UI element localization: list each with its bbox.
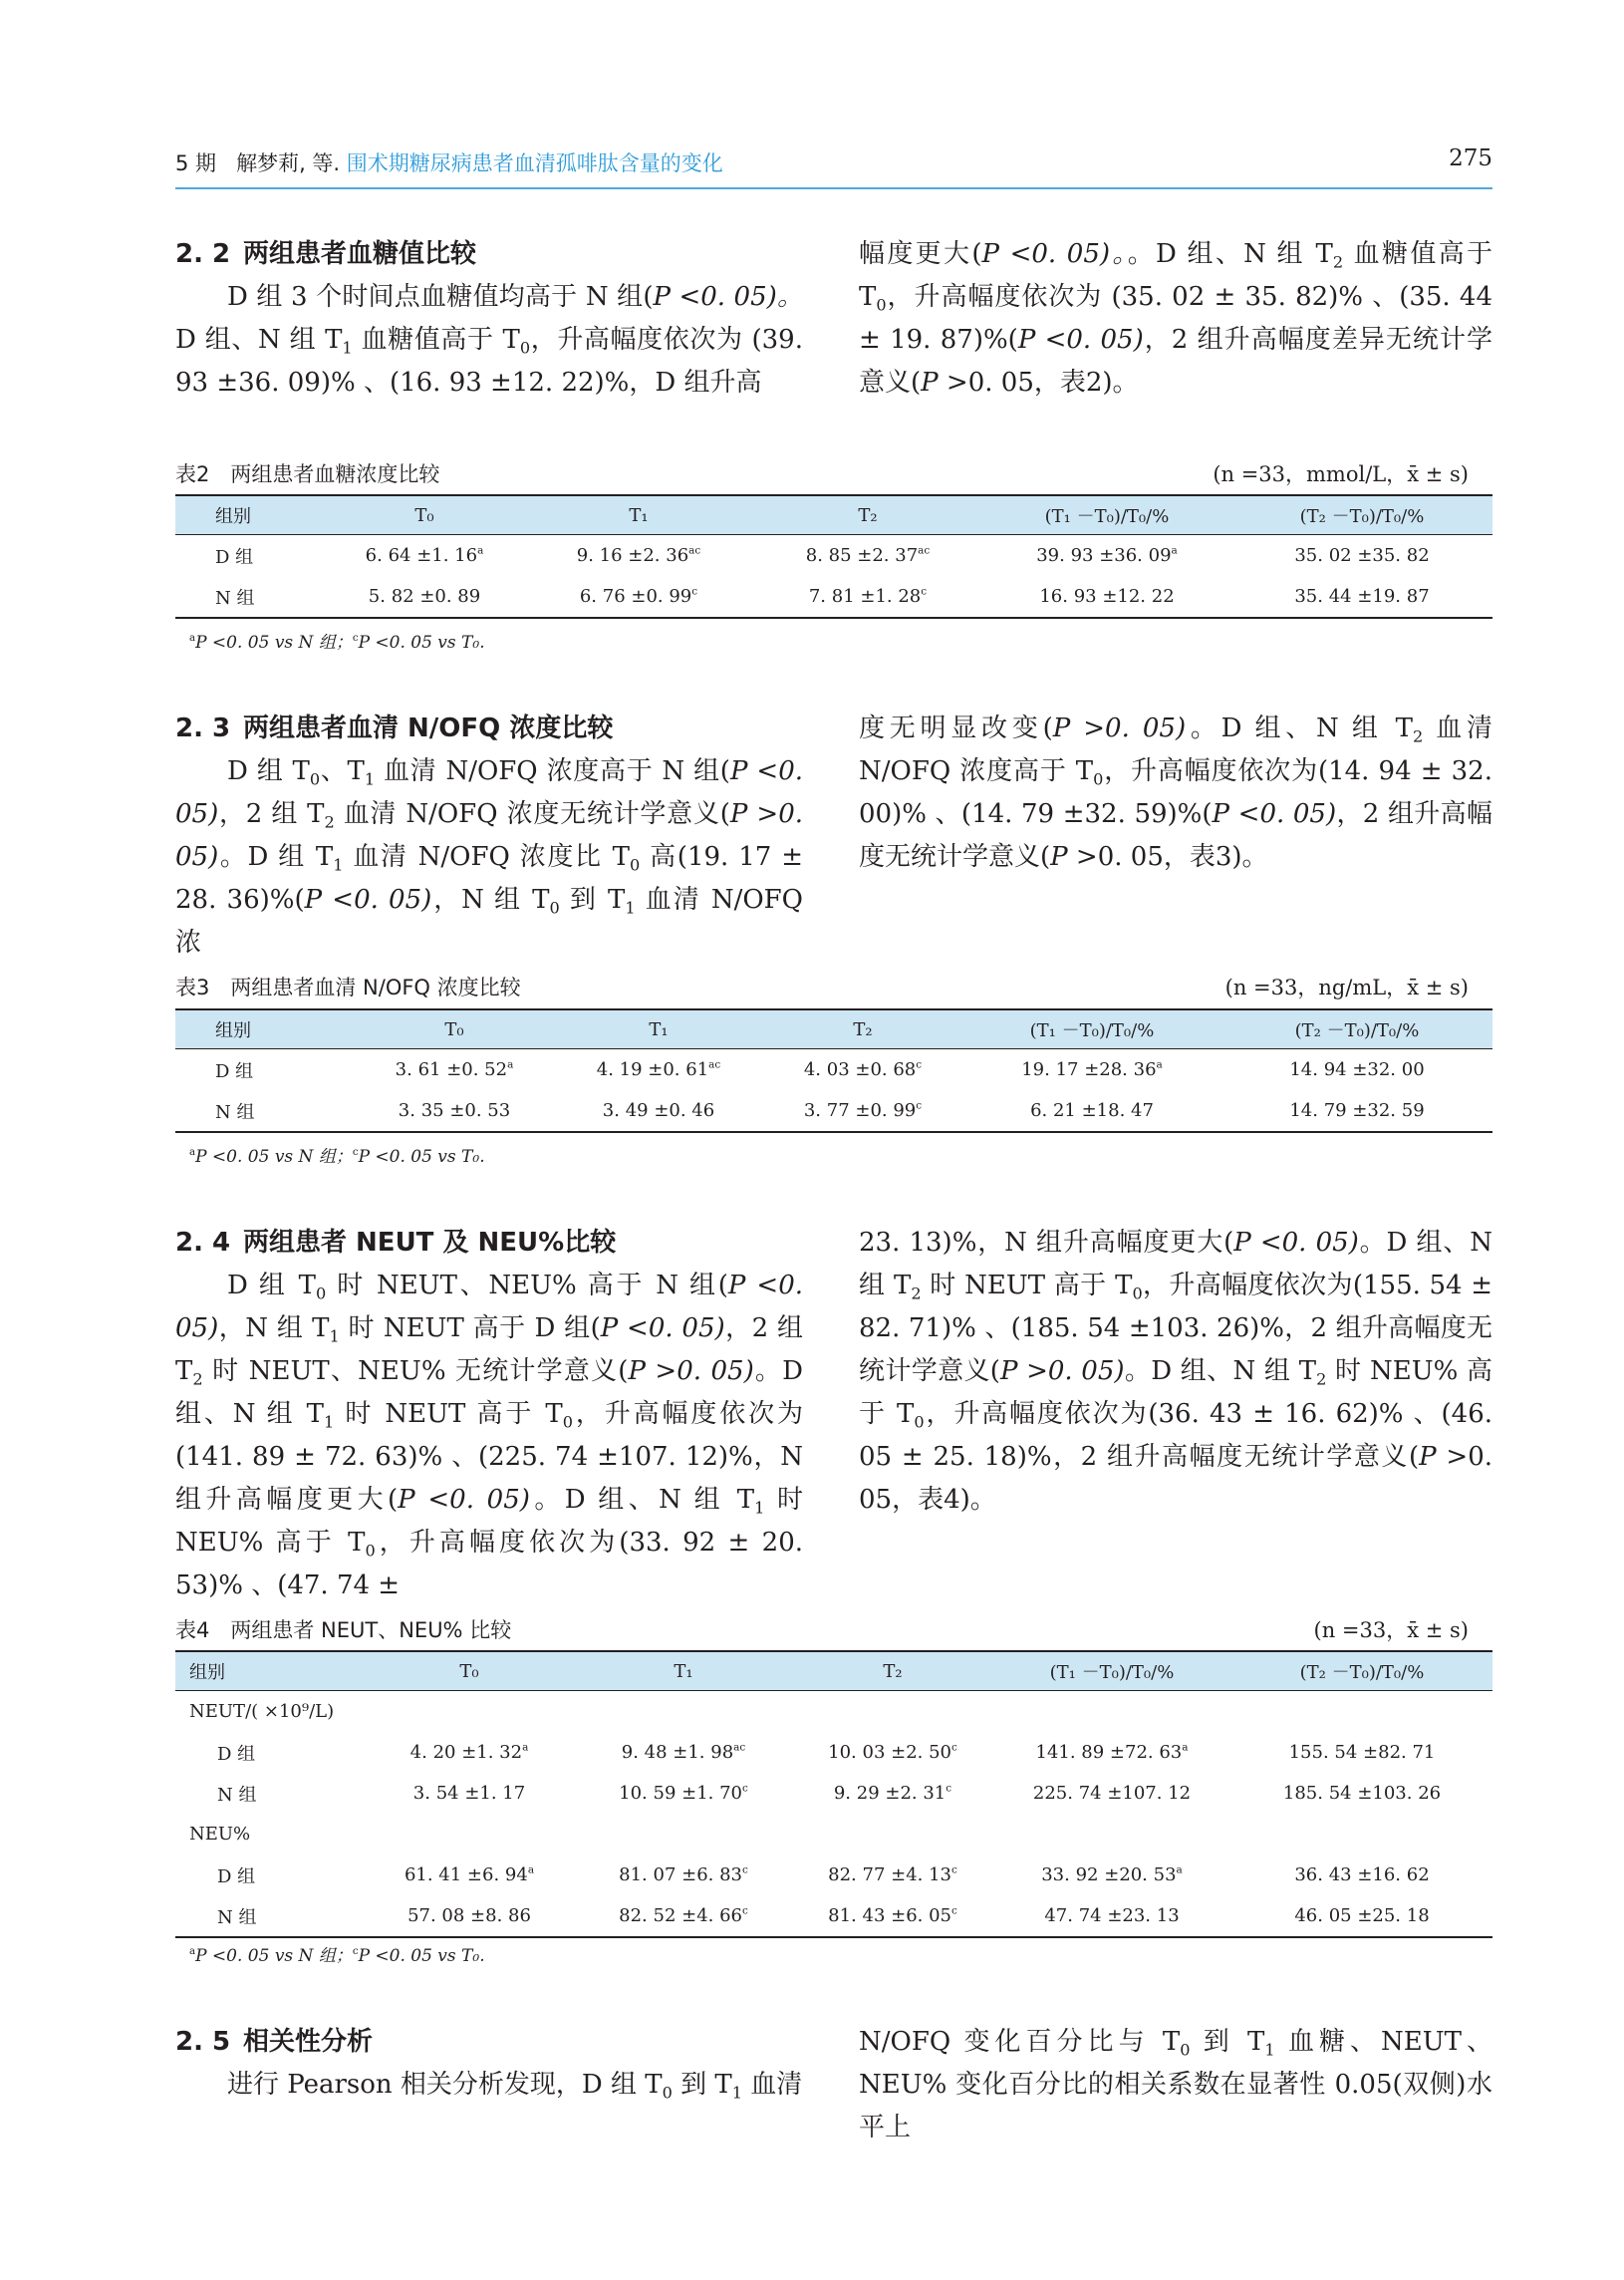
header-left [175, 147, 723, 177]
table3-caption: 表3 两组患者血清 N/OFQ 浓度比较 (n =33，ng/mL，x̄ ± s) [175, 976, 1469, 999]
paragraph: D 组 $T_0$、$T_1$ 血清 N/OFQ 浓度高于 N 组(P <0. 05)，2 组 $T_2$ 血清 N/OFQ 浓度无统计学意义(P >0. 05)。D 组 $T_1$ 血清 N/OFQ 浓度比 $T_0$ 高(19. 17 ± 28. 36)%(P <0. 05)，N 组 $T_0$ 到 $T_1$ 血清 N/OFQ 浓 [175, 756, 804, 958]
section-2-5-left [175, 2021, 803, 2107]
table-row: D 组 61. 41 ±6. 94$^a$ 81. 07 ±6. 83$^c$ 82. 77 ±4. 13$^c$ 33. 92 ±20. 53$^a$ 36. 43 ±16. 62 [217, 1863, 1430, 1887]
section-2-3-right [859, 708, 1492, 879]
table-row: N 组 3. 54 ±1. 17 10. 59 ±1. 70$^c$ 9. 29 ±2. 31$^c$ 225. 74 ±107. 12 185. 54 ±103. 26 [217, 1782, 1442, 1806]
section-heading: 2. 2 两组患者血糖值比较 [175, 239, 477, 269]
table3-note: $^a$P <0. 05 vs N 组；$^c$P <0. 05 vs T₀. [189, 1146, 485, 1167]
section-heading: 2. 4 两组患者 NEUT 及 NEU%比较 [175, 1228, 617, 1258]
paragraph: 幅度更大(P <0. 05)。。D 组、N 组 $T_2$ 血糖值高于 $T_0$，升高幅度依次为 (35. 02 ± 35. 82)% 、(35. 44 ± 19. 87)%(P <0. 05)，2 组升高幅度差异无统计学意义(P >0. 05，表2)。 [859, 239, 1493, 398]
paragraph: 度无明显改变(P >0. 05)。D 组、N 组 $T_2$ 血清 N/OFQ 浓度高于 $T_0$，升高幅度依次为(14. 94 ± 32. 00)% 、(14. 79 ±32. 59)%(P <0. 05)，2 组升高幅度无统计学意义(P >0. 05，表3)。 [859, 713, 1493, 872]
table-group-row: NEUT/( ×10⁹/L) [189, 1701, 335, 1722]
authors: 解梦莉, 等. [236, 151, 341, 175]
table-row: N 组 5. 82 ±0. 89 6. 76 ±0. 99$^c$ 7. 81 ±1. 28$^c$ 16. 93 ±12. 22 35. 44 ±19. 87 [175, 576, 1492, 618]
table-row: N 组 57. 08 ±8. 86 82. 52 ±4. 66$^c$ 81. 43 ±6. 05$^c$ 47. 74 ±23. 13 46. 05 ±25. 18 [175, 1895, 1492, 1937]
table4 [175, 1650, 1492, 1938]
section-2-4-left [175, 1222, 803, 1607]
paragraph: D 组 3 个时间点血糖值均高于 N 组(P <0. 05)。D 组、N 组 $T_1$ 血糖值高于 $T_0$，升高幅度依次为 (39. 93 ±36. 09)% 、(16. 93 ±12. 22)%，D 组升高 [175, 282, 804, 398]
paragraph: 进行 Pearson 相关分析发现，D 组 $T_0$ 到 $T_1$ 血清 [227, 2070, 803, 2103]
table2-note: $^a$P <0. 05 vs N 组；$^c$P <0. 05 vs T₀. [189, 632, 485, 653]
table4-note: $^a$P <0. 05 vs N 组；$^c$P <0. 05 vs T₀. [189, 1945, 485, 1966]
table-row: D 组 4. 20 ±1. 32$^a$ 9. 48 ±1. $98^{ac}$ 10. 03 ±2. 50$^c$ 141. 89 ±72. 63$^a$ 155. 54 ±82. 71 [217, 1741, 1436, 1765]
section-2-2-right [859, 233, 1492, 405]
section-2-2-left [175, 233, 803, 405]
section-2-3-left [175, 708, 803, 965]
table-row: D 组 6. 64 ±1. 16$^a$ 9. 16 ±2. $36^{ac}$ 8. 85 ±2. $37^{ac}$ 39. 93 ±36. 09$^a$ 35. 02 ±35. 82 [215, 544, 1430, 568]
section-heading: 2. 5 相关性分析 [175, 2027, 374, 2057]
table-header: 组别 T₀ T₁ T₂ (T₁ －T₀)/T₀/% (T₂ －T₀)/T₀/% [175, 495, 1492, 535]
table2-caption: 表2 两组患者血糖浓度比较 (n =33，mmol/L，x̄ ± s) [175, 462, 1469, 486]
table-header: 组别 T₀ T₁ T₂ (T₁ －T₀)/T₀/% (T₂ －T₀)/T₀/% [175, 1009, 1492, 1049]
running-header [175, 147, 1492, 189]
paragraph: D 组 $T_0$ 时 NEUT、NEU% 高于 N 组(P <0. 05)，N 组 $T_1$ 时 NEUT 高于 D 组(P <0. 05)，2 组 $T_2$ 时 NEUT、NEU% 无统计学意义(P >0. 05)。D 组、N 组 $T_1$ 时 NEUT 高于 $T_0$，升高幅度依次为(141. 89 ± 72. 63)% 、(225. 74 ±107. 12)%，N 组升高幅度更大(P <0. 05)。D 组、N 组 $T_1$ 时 NEU% 高于 $T_0$，升高幅度依次为(33. 92 ± 20. 53)% 、(47. 74 ± [175, 1271, 804, 1600]
journal-article-title: 围术期糖尿病患者血清孤啡肽含量的变化 [346, 151, 723, 175]
table4-caption: 表4 两组患者 NEUT、NEU% 比较 (n =33，x̄ ± s) [175, 1618, 1469, 1642]
section-2-4-right [859, 1222, 1492, 1522]
page-number: 275 [1449, 145, 1492, 171]
section-2-5-right [859, 2021, 1492, 2149]
paragraph: 23. 13)%，N 组升高幅度更大(P <0. 05)。D 组、N 组 $T_2$ 时 NEUT 高于 $T_0$，升高幅度依次为(155. 54 ± 82. 71)% 、(185. 54 ±103. 26)%，2 组升高幅度无统计学意义(P >0. 05)。D 组、N 组 $T_2$ 时 NEU% 高于 $T_0$，升高幅度依次为(36. 43 ± 16. 62)% 、(46. 05 ± 25. 18)%，2 组升高幅度无统计学意义(P >0. 05，表4)。 [859, 1228, 1493, 1515]
table-group-row: NEU% [189, 1824, 251, 1845]
table-row: N 组 3. 35 ±0. 53 3. 49 ±0. 46 3. 77 ±0. 99$^c$ 6. 21 ±18. 47 14. 79 ±32. 59 [175, 1090, 1492, 1132]
section-heading: 2. 3 两组患者血清 N/OFQ 浓度比较 [175, 713, 614, 743]
paragraph: N/OFQ 变化百分比与 $T_0$ 到 $T_1$ 血糖、NEUT、NEU% 变化百分比的相关系数在显著性 0.05(双侧)水平上 [859, 2027, 1493, 2142]
table-header: 组别 T₀ T₁ T₂ (T₁ －T₀)/T₀/% (T₂ －T₀)/T₀/% [175, 1651, 1492, 1691]
table-row: D 组 3. 61 ±0. 52$^a$ 4. 19 ±0. $61^{ac}$ 4. 03 ±0. 68$^c$ 19. 17 ±28. 36$^a$ 14. 94 ±32. 00 [215, 1058, 1425, 1082]
table3 [175, 1008, 1492, 1133]
table2 [175, 494, 1492, 619]
issue: 5 期 [175, 151, 217, 175]
